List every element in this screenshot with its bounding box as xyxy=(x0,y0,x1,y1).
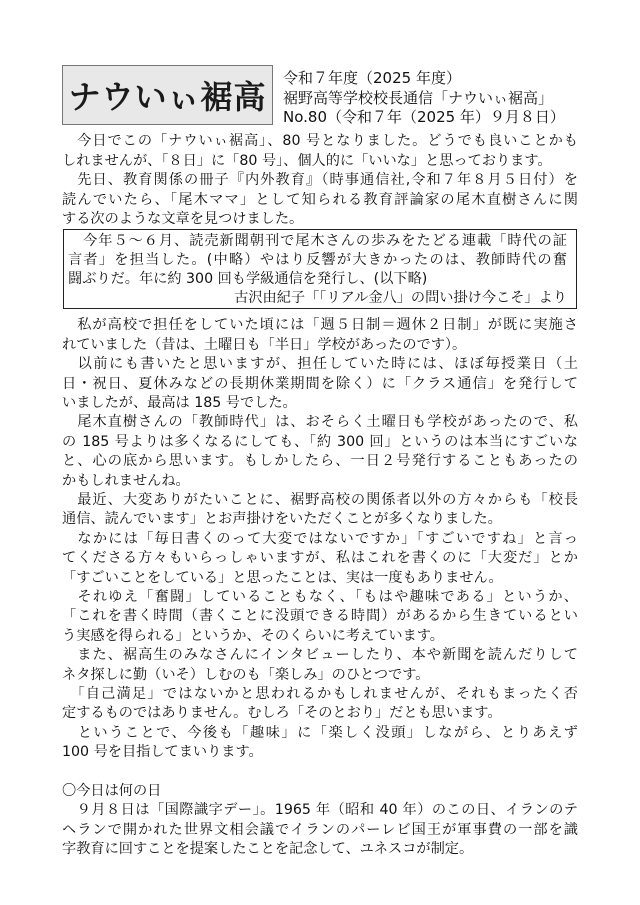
paragraph xyxy=(62,171,578,229)
text-line: 字教育に回すことを提案したことを記念して、ユネスコが制定。 xyxy=(62,841,474,858)
paragraph xyxy=(62,413,578,491)
text-line: 今年５～６月、読売新聞朝刊で尾木さんの歩みをたどる連載「時代の証 xyxy=(68,233,567,250)
text-line: ということで、今後も「趣味」に「楽しく没頭」しながら、とりあえず xyxy=(62,724,578,741)
paragraph xyxy=(62,132,578,171)
text-line: 今日でこの「ナウいぃ裾高」、80 号となりました。どうでも良いことかも xyxy=(62,133,578,150)
text-line: 通信、読んでいます」とお声掛けをいただくことが多くなりました。 xyxy=(62,511,502,528)
text-line: 「これを書く時間（書くことに没頭できる時間）があるから生きているとい xyxy=(62,608,578,625)
text-line: 「すごいことをしている」と思ったことは、実は一度もありません。 xyxy=(62,569,503,586)
paragraph xyxy=(62,724,578,763)
quote-text xyxy=(68,232,567,289)
text-line: いましたが、最高は 185 号でした。 xyxy=(62,394,297,411)
paragraph xyxy=(62,685,578,724)
quote-source: 古沢由紀子「「リアル金八」の問い掛け今こそ」より xyxy=(234,290,567,307)
fiscal-year: 令和７年度（2025 年度） xyxy=(283,69,461,87)
text-line: 先日、教育関係の冊子『内外教育』（時事通信社,令和７年８月５日付）を xyxy=(62,172,578,189)
text-line: 尾木直樹さんの「教師時代」は、おそらく土曜日も学校があったので、私 xyxy=(62,414,578,431)
text-line: 以前にも書いたと思いますが、担任していた時には、ほぼ毎授業日（土 xyxy=(62,356,578,373)
text-line: 最近、大変ありがたいことに、裾野高校の関係者以外の方々からも「校長 xyxy=(62,491,578,508)
quote-box xyxy=(63,229,577,309)
text-line: 言者」を担当した。(中略）やはり反響が大きかったのは、教師時代の奮 xyxy=(68,252,567,269)
main-section xyxy=(62,316,578,762)
text-line: かもしれませんね。 xyxy=(62,472,190,489)
newsletter-body xyxy=(62,132,578,859)
text-line: れていました（昔は、土曜日も「半日」学校があったのです）。 xyxy=(62,336,467,353)
text-line: 読んでいたら、「尾木ママ」として知られる教育評論家の尾木直樹さんに関 xyxy=(62,191,578,208)
text-line: 「自己満足」ではないかと思われるかもしれませんが、それもまったく否 xyxy=(62,686,578,703)
text-line: 私が高校で担任をしていた頃には「週５日制＝週休２日制」が既に実施さ xyxy=(62,317,578,334)
text-line: ヘランで開かれた世界文相会議でイランのパーレビ国王が軍事費の一部を識 xyxy=(62,821,578,838)
publication-name: 裾野高等学校校長通信「ナウいぃ裾高」 xyxy=(283,88,554,107)
text-line: と、心の底から思います。もしかしたら、一日２号発行することもあったの xyxy=(62,453,578,470)
text-line: う実感を得られる」というか、そのくらいに考えています。 xyxy=(62,627,444,644)
newsletter-title: ナウいぃ裾高 xyxy=(68,78,267,116)
text-line: の 185 号よりは多くなるにしても、「約 300 回」というのは本当にすごいな xyxy=(62,433,578,450)
newsletter-header-info xyxy=(283,69,565,128)
paragraph xyxy=(62,646,578,685)
text-line: 100 号を目指してまいります。 xyxy=(62,744,263,761)
paragraph xyxy=(62,801,578,859)
text-line: しれませんが、「８日」に「80 号」、個人的に「いいな」と思っております。 xyxy=(62,152,552,169)
text-line: それゆえ「奮闘」していることもなく、「もはや趣味である」というか、 xyxy=(62,589,578,606)
text-line: 日・祝日、夏休みなどの長期休業期間を除く）に「クラス通信」を発行して xyxy=(62,375,578,392)
intro-section xyxy=(62,132,578,229)
text-line: なかには「毎日書くのって大変ではないですか」「すごいですね」と言っ xyxy=(62,530,578,547)
text-line: てくださる方々もいらっしゃいますが、私はこれを書くのに「大変だ」とか xyxy=(62,550,578,567)
text-line: 闘ぶりだ。年に約 300 回も学級通信を発行し、(以下略) xyxy=(68,271,428,288)
text-line: また、裾高生のみなさんにインタビューしたり、本や新聞を読んだりして xyxy=(62,647,578,664)
paragraph xyxy=(62,316,578,355)
paragraph xyxy=(62,491,578,530)
paragraph xyxy=(62,530,578,588)
text-line: する次のような文章を見つけました。 xyxy=(62,210,304,227)
today-text xyxy=(62,801,578,859)
paragraph xyxy=(62,355,578,413)
text-line: ネタ探しに勤（いそ）しむのも「楽しみ」のひとつです。 xyxy=(62,666,430,683)
issue-info: No.80（令和７年（2025 年）９月８日） xyxy=(283,108,565,126)
newsletter-title-box xyxy=(62,65,273,125)
today-section xyxy=(62,782,578,860)
paragraph xyxy=(62,588,578,646)
section-heading: 〇今日は何の日 xyxy=(62,783,162,800)
text-line: 定するものではありません。むしろ「そのとおり」だとも思います。 xyxy=(62,705,502,722)
text-line: ９月８日は「国際識字デー」。1965 年（昭和 40 年）のこの日、イランのテ xyxy=(62,802,578,819)
